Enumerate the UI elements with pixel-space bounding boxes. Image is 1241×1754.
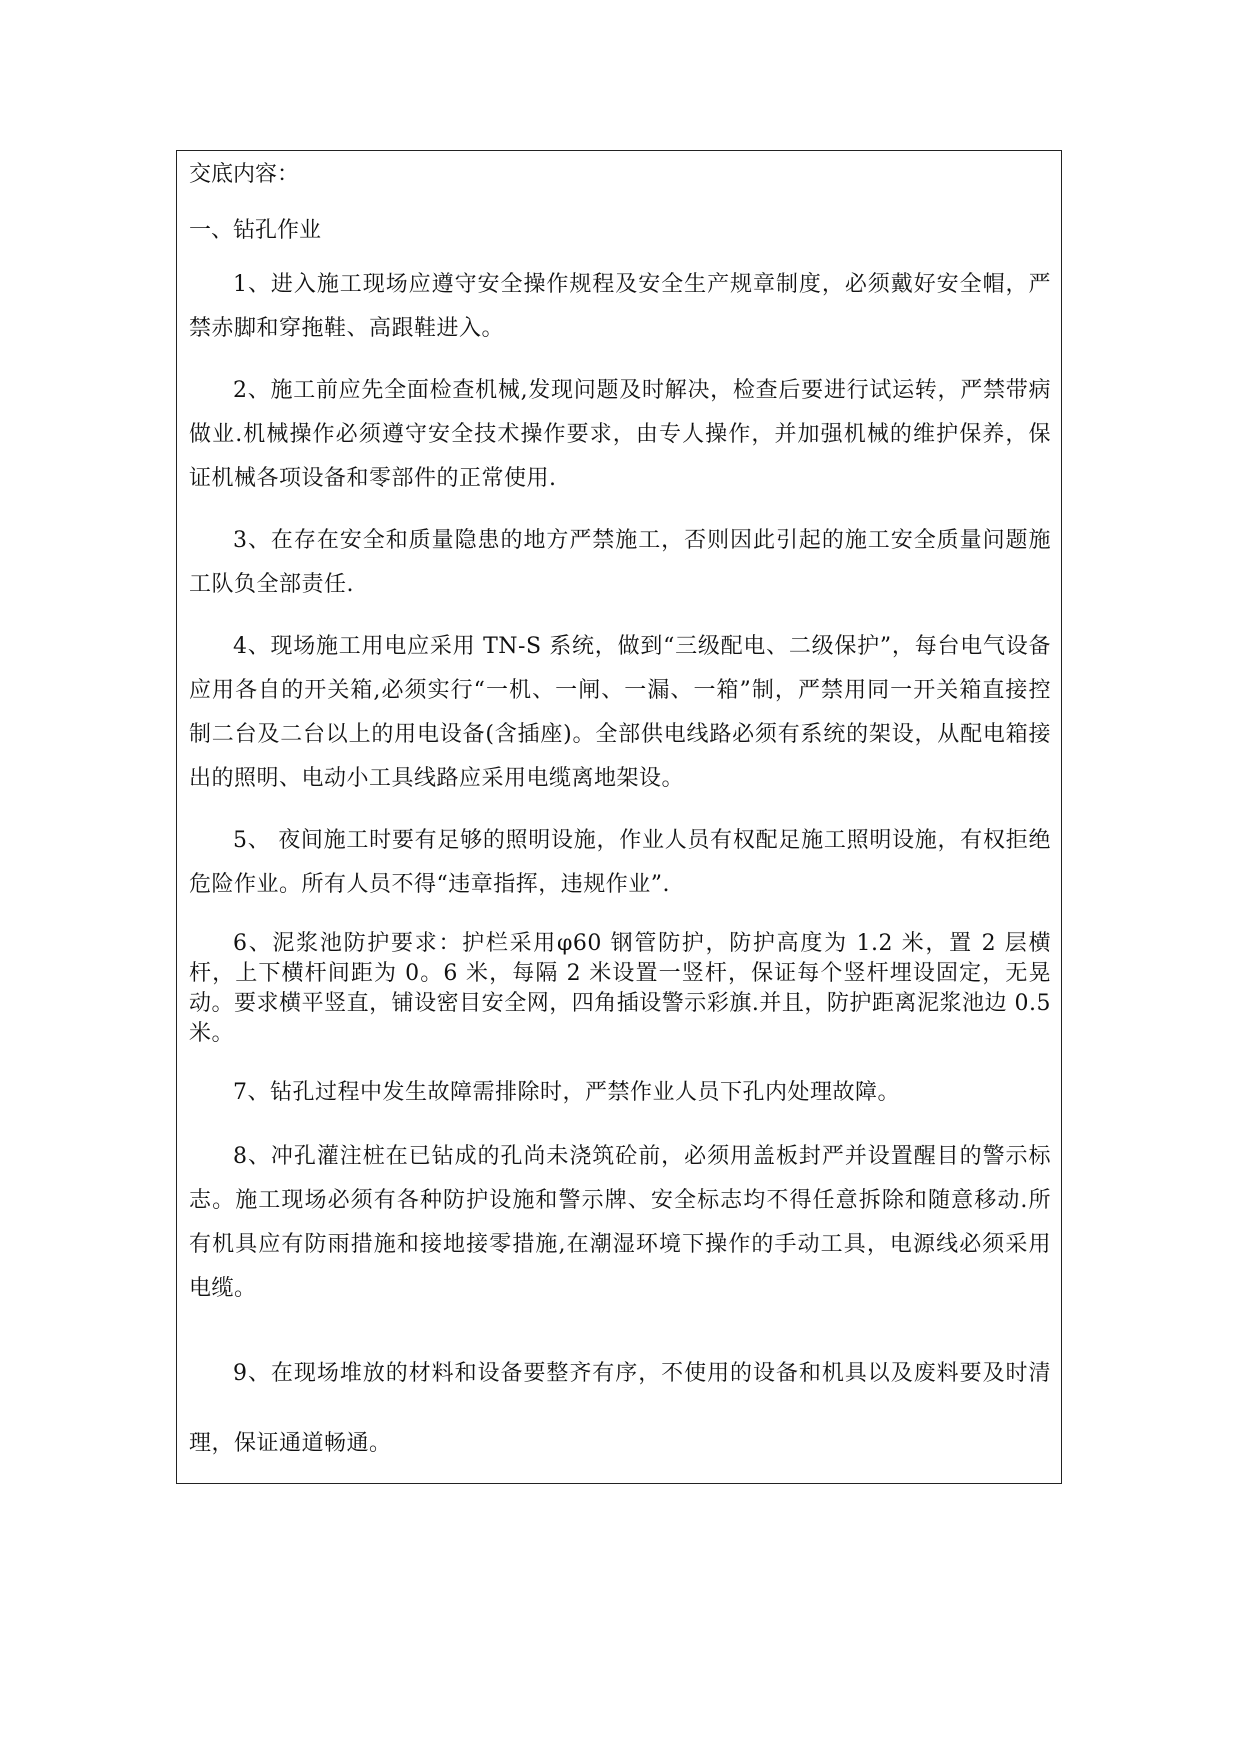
item-9: 9、在现场堆放的材料和设备要整齐有序，不使用的设备和机具以及废料要及时清理，保证通道畅通。 [189,1361,1051,1456]
item-3: 3、在存在安全和质量隐患的地方严禁施工，否则因此引起的施工安全质量问题施工队负全部责任. [189,528,1051,597]
disclosure-table-frame [176,150,1062,1484]
item-5: 5、 夜间施工时要有足够的照明设施，作业人员有权配足施工照明设施，有权拒绝危险作业。所有人员不得“违章指挥，违规作业”. [189,828,1051,897]
item-2: 2、施工前应先全面检查机械,发现问题及时解决，检查后要进行试运转，严禁带病做业.机械操作必须遵守安全技术操作要求，由专人操作，并加强机械的维护保养，保证机械各项设备和零部件的正常使用. [189,378,1051,491]
item-6: 6、泥浆池防护要求：护栏采用φ60 钢管防护，防护高度为 1.2 米，置 2 层横杆，上下横杆间距为 0。6 米，每隔 2 米设置一竖杆，保证每个竖杆埋设固定，无晃动。要求横平竖直，铺设密目安全网，四角插设警示彩旗.并且，防护距离泥浆池边 0.5 米。 [189,931,1051,1046]
document-body [189,157,1051,1479]
item-8: 8、冲孔灌注桩在已钻成的孔尚未浇筑砼前，必须用盖板封严并设置醒目的警示标志。施工现场必须有各种防护设施和警示牌、安全标志均不得任意拆除和随意移动.所有机具应有防雨措施和接地接零措施,在潮湿环境下操作的手动工具，电源线必须采用电缆。 [189,1144,1051,1301]
section-heading: 一、钻孔作业 [189,218,322,243]
item-1: 1、进入施工现场应遵守安全操作规程及安全生产规章制度，必须戴好安全帽，严禁赤脚和穿拖鞋、高跟鞋进入。 [189,272,1051,341]
document-title: 交底内容： [189,162,300,187]
item-7: 7、钻孔过程中发生故障需排除时，严禁作业人员下孔内处理故障。 [233,1080,900,1105]
item-4: 4、现场施工用电应采用 TN-S 系统，做到“三级配电、二级保护”，每台电气设备应用各自的开关箱,必须实行“一机、一闸、一漏、一箱”制，严禁用同一开关箱直接控制二台及二台以上的用电设备(含插座)。全部供电线路必须有系统的架设，从配电箱接出的照明、电动小工具线路应采用电缆离地架设。 [189,634,1051,791]
